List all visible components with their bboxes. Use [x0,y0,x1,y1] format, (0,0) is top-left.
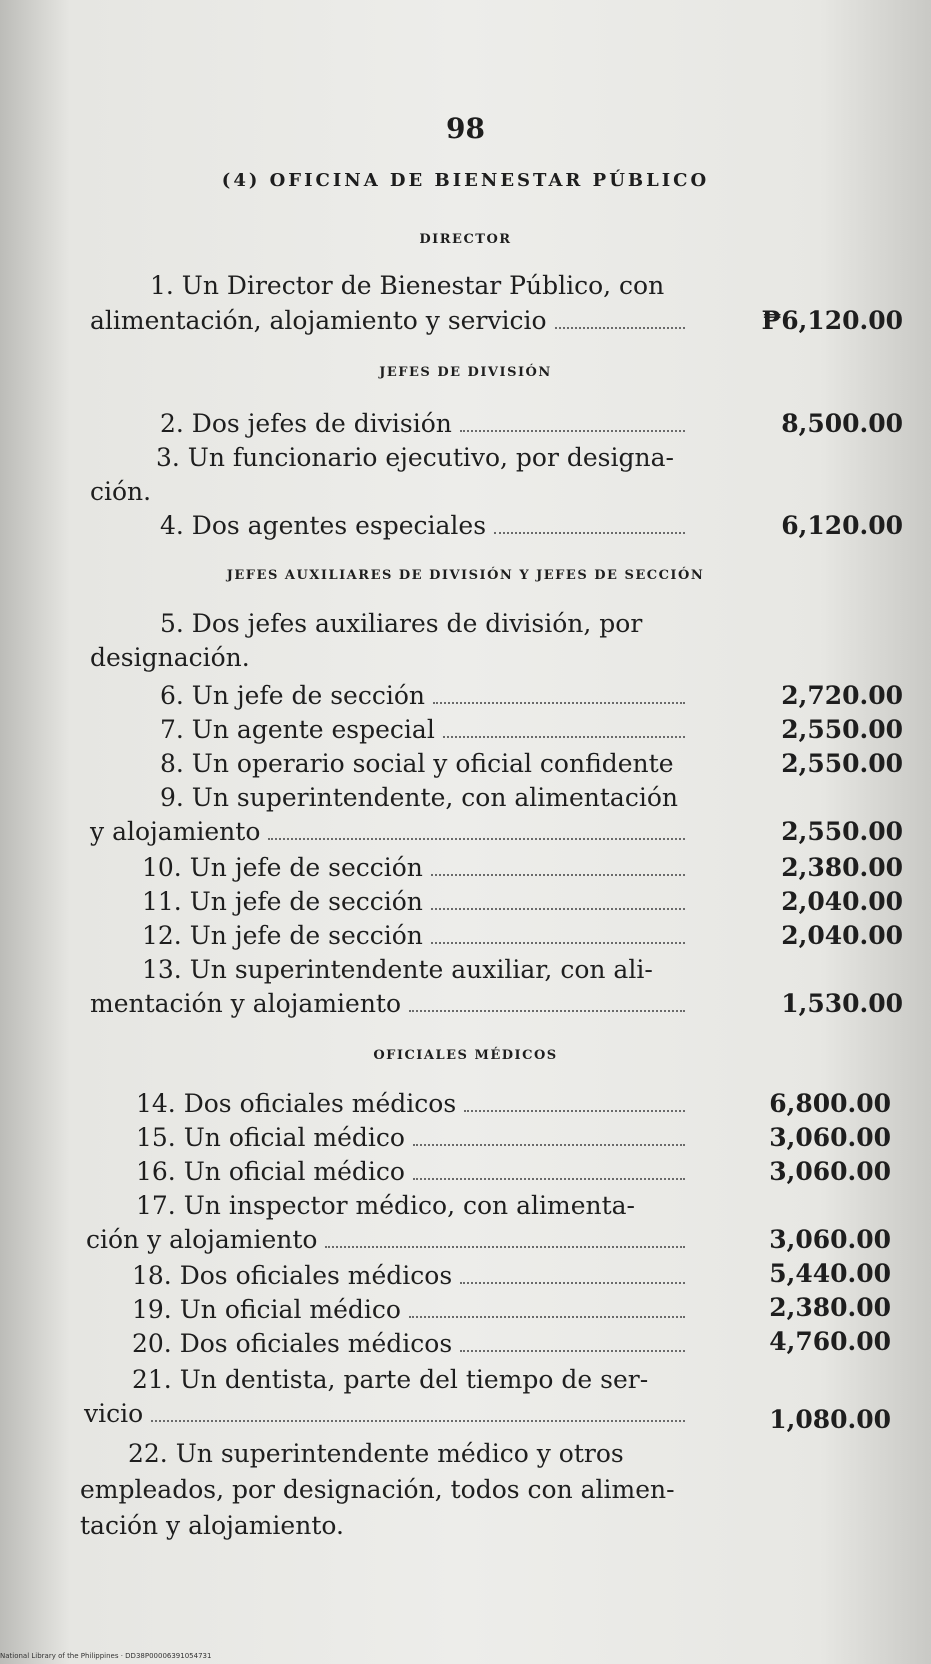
leader-dots [494,532,685,534]
amount-13: 1,530.00 [781,989,903,1018]
amount-9: 2,550.00 [781,817,903,846]
leader-dots [555,327,685,329]
section-heading-auxiliares: JEFES AUXILIARES DE DIVISIÓN Y JEFES DE SECCIÓN [226,568,705,583]
item-13-line-1: 13. Un superintendente auxiliar, con ali- [142,955,653,984]
leader-dots [413,1144,685,1146]
amount-15: 3,060.00 [769,1123,891,1152]
leader-dots [431,908,685,910]
leader-dots [409,1010,685,1012]
item-6: 6. Un jefe de sección [160,680,691,712]
amount-16: 3,060.00 [769,1157,891,1186]
amount-14: 6,800.00 [769,1089,891,1118]
item-2: 2. Dos jefes de división [160,408,691,440]
item-22-line-1: 22. Un superintendente médico y otros [128,1439,624,1468]
item-18: 18. Dos oficiales médicos [132,1260,691,1292]
amount-19: 2,380.00 [769,1293,891,1322]
item-19: 19. Un oficial médico [132,1294,691,1326]
amount-6: 2,720.00 [781,681,903,710]
section-heading-jefes: JEFES DE DIVISIÓN [379,365,552,380]
leader-dots [268,838,685,840]
item-22-line-3: tación y alojamiento. [80,1511,344,1540]
leader-dots [433,702,685,704]
item-8: 8. Un operario social y oficial confidente [160,749,674,778]
item-7: 7. Un agente especial [160,714,691,746]
item-11: 11. Un jefe de sección [142,886,691,918]
item-10: 10. Un jefe de sección [142,852,691,884]
amount-11: 2,040.00 [781,887,903,916]
leader-dots [460,1350,685,1352]
item-4: 4. Dos agentes especiales [160,510,691,542]
section-heading-medicos: OFICIALES MÉDICOS [373,1048,558,1063]
item-5-line-1: 5. Dos jefes auxiliares de división, por [160,609,643,638]
amount-4: 6,120.00 [781,511,903,540]
item-17-line-1: 17. Un inspector médico, con alimenta- [136,1191,635,1220]
item-14: 14. Dos oficiales médicos [136,1088,691,1120]
amount-20: 4,760.00 [769,1327,891,1356]
item-21-line-1: 21. Un dentista, parte del tiempo de ser- [132,1365,649,1394]
item-9-line-2: y alojamiento [90,816,691,848]
item-1-line-1: 1. Un Director de Bienestar Público, con [150,271,665,300]
page-number: 98 [446,112,485,145]
amount-10: 2,380.00 [781,853,903,882]
leader-dots [413,1178,685,1180]
item-5-line-2: designación. [90,643,250,672]
item-16: 16. Un oficial médico [136,1156,691,1188]
leader-dots [151,1420,685,1422]
amount-1: ₱6,120.00 [761,306,903,335]
item-15: 15. Un oficial médico [136,1122,691,1154]
item-20: 20. Dos oficiales médicos [132,1328,691,1360]
item-3-line-2: ción. [90,477,152,506]
amount-7: 2,550.00 [781,715,903,744]
item-3-line-1: 3. Un funcionario ejecutivo, por designa- [156,443,674,472]
item-22-line-2: empleados, por designación, todos con alimen- [80,1475,675,1504]
item-17-line-2: ción y alojamiento [86,1224,691,1256]
item-21-line-2: vicio [84,1398,691,1430]
leader-dots [325,1246,685,1248]
section-heading-director: DIRECTOR [419,232,512,247]
amount-18: 5,440.00 [769,1259,891,1288]
item-1-line-2: alimentación, alojamiento y servicio [90,305,691,337]
office-title: (4) OFICINA DE BIENESTAR PÚBLICO [221,170,710,191]
leader-dots [431,874,685,876]
leader-dots [460,1282,685,1284]
archive-footer: National Library of the Philippines · DD38P00006391054731 [0,1652,212,1660]
leader-dots [409,1316,685,1318]
leader-dots [464,1110,685,1112]
leader-dots [460,430,685,432]
amount-12: 2,040.00 [781,921,903,950]
amount-2: 8,500.00 [781,409,903,438]
amount-8: 2,550.00 [781,749,903,778]
item-13-line-2: mentación y alojamiento [90,988,691,1020]
amount-21: 1,080.00 [769,1405,891,1434]
leader-dots [443,736,685,738]
item-12: 12. Un jefe de sección [142,920,691,952]
leader-dots [431,942,685,944]
amount-17: 3,060.00 [769,1225,891,1254]
item-9-line-1: 9. Un superintendente, con alimentación [160,783,678,812]
